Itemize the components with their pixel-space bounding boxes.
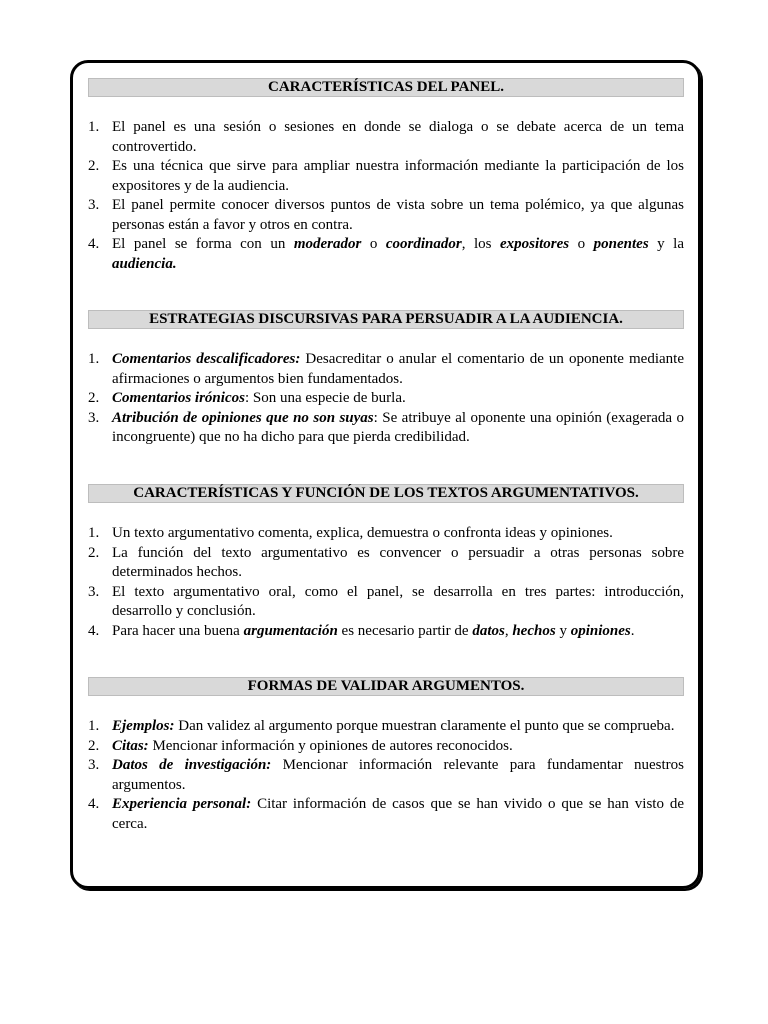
list-item (88, 389, 684, 409)
list-item-text: Citar información de casos que se han vivido o que se han visto de cerca. (112, 796, 684, 832)
list-item-text: Desacreditar o anular el comentario de un oponente mediante afirmaciones o argumentos bien fundamentados. (112, 351, 684, 387)
list-item-text: o (569, 236, 594, 252)
emphasized-term: Ejemplos: (112, 718, 175, 734)
list-item-number: 1. (88, 525, 100, 541)
emphasis-wrapper (112, 390, 245, 406)
emphasized-term: hechos (512, 622, 556, 639)
section-title-bar: CARACTERÍSTICAS Y FUNCIÓN DE LOS TEXTOS ARGUMENTATIVOS. (88, 484, 684, 503)
list-item-text: La función del texto argumentativo es convencer o persuadir a otras personas sobre determinados hechos. (112, 544, 684, 580)
emphasized-term: expositores (499, 236, 570, 252)
emphasized-term: audiencia. (112, 255, 177, 272)
emphasis-wrapper (294, 236, 362, 252)
emphasis-wrapper (512, 623, 555, 639)
emphasis-wrapper (500, 236, 569, 252)
list-item (88, 524, 684, 544)
list-item (88, 409, 684, 448)
list-item-text: Dan validez al argumento porque muestran claramente el punto que se comprueba. (174, 718, 675, 734)
list-item (88, 157, 684, 196)
emphasis-wrapper (112, 410, 374, 426)
emphasis-wrapper (112, 718, 175, 734)
list-item-text: es necesario partir de (337, 622, 473, 639)
section-argumentative-texts (88, 484, 684, 641)
emphasized-term: opiniones (570, 622, 631, 639)
list-item (88, 756, 684, 795)
emphasis-wrapper (594, 236, 649, 252)
numbered-list (88, 524, 684, 641)
emphasis-wrapper (112, 796, 251, 812)
list-item-number: 1. (88, 351, 100, 367)
list-item-text: : Son una especie de burla. (244, 390, 406, 406)
section-discursive-strategies (88, 310, 684, 448)
section-panel-characteristics (88, 78, 684, 274)
list-item-number: 3. (88, 583, 100, 600)
list-item-text: , los (461, 236, 500, 252)
list-item-number: 1. (88, 119, 100, 135)
emphasized-term: Citas: (112, 737, 149, 754)
list-item-text: El panel permite conocer diversos puntos de vista sobre un tema polémico, ya que algunas personas están a favor y otros en contra. (112, 197, 684, 233)
emphasis-wrapper (386, 236, 462, 252)
list-item-text: , (504, 622, 513, 639)
list-item-number: 4. (88, 622, 100, 639)
list-item-text: Es una técnica que sirve para ampliar nuestra información mediante la participación de los expositores y de la audiencia. (112, 158, 684, 194)
list-item-text: El panel se forma con un (112, 236, 294, 252)
list-item-number: 2. (88, 544, 100, 561)
list-item (88, 583, 684, 622)
emphasis-wrapper (112, 256, 177, 272)
emphasis-wrapper (244, 623, 338, 639)
section-title-bar: ESTRATEGIAS DISCURSIVAS PARA PERSUADIR A LA AUDIENCIA. (88, 310, 684, 329)
list-item-number: 4. (88, 236, 100, 252)
emphasized-term: Comentarios descalificadores: (112, 351, 301, 367)
list-item-text: . (630, 622, 635, 639)
list-item (88, 544, 684, 583)
emphasized-term: datos (472, 622, 505, 639)
list-item-text: Un texto argumentativo comenta, explica, demuestra o confronta ideas y opiniones. (112, 525, 613, 541)
list-item-number: 2. (88, 737, 100, 754)
list-item-number: 2. (88, 390, 100, 406)
list-item-text: Para hacer una buena (112, 622, 244, 639)
list-item-text: y (555, 622, 571, 639)
emphasis-wrapper (112, 351, 300, 367)
list-item-text: El panel es una sesión o sesiones en donde se dialoga o se debate acerca de un tema controvertido. (112, 119, 684, 155)
list-item (88, 795, 684, 834)
list-item-number: 3. (88, 197, 100, 213)
emphasized-term: Datos de investigación: (112, 757, 272, 773)
list-item-number: 1. (88, 718, 100, 734)
list-item (88, 350, 684, 389)
list-item-text: y la (648, 236, 685, 252)
numbered-list (88, 350, 684, 448)
emphasized-term: Comentarios irónicos (112, 390, 245, 406)
list-item-text: El texto argumentativo oral, como el panel, se desarrolla en tres partes: introducción, desarrollo y conclusión. (112, 583, 684, 619)
list-item-text: Mencionar información relevante para fundamentar nuestros argumentos. (112, 757, 684, 793)
numbered-list (88, 118, 684, 274)
list-item (88, 737, 684, 757)
emphasis-wrapper (571, 623, 631, 639)
emphasized-term: Atribución de opiniones que no son suyas (112, 409, 374, 426)
numbered-list (88, 717, 684, 834)
list-item-number: 4. (88, 796, 100, 812)
list-item (88, 235, 684, 274)
section-title-bar: CARACTERÍSTICAS DEL PANEL. (88, 78, 684, 97)
list-item (88, 622, 684, 642)
emphasized-term: Experiencia personal: (112, 796, 252, 812)
list-item (88, 118, 684, 157)
list-item-text: Mencionar información y opiniones de autores reconocidos. (148, 737, 513, 754)
section-validate-arguments (88, 677, 684, 834)
emphasized-term: ponentes (593, 236, 649, 252)
emphasis-wrapper (112, 757, 271, 773)
list-item (88, 196, 684, 235)
emphasized-term: argumentación (243, 622, 338, 639)
emphasis-wrapper (112, 738, 149, 754)
list-item-text: o (361, 236, 386, 252)
list-item-number: 3. (88, 757, 100, 773)
list-item-number: 3. (88, 409, 100, 426)
section-title-bar: FORMAS DE VALIDAR ARGUMENTOS. (88, 677, 684, 696)
emphasized-term: coordinador (385, 236, 462, 252)
emphasized-term: moderador (293, 236, 362, 252)
list-item-text: : Se atribuye al oponente una opinión (exagerada o incongruente) que no ha dicho para que pierda credibilidad. (112, 409, 684, 445)
list-item-number: 2. (88, 158, 100, 174)
list-item (88, 717, 684, 737)
emphasis-wrapper (472, 623, 505, 639)
